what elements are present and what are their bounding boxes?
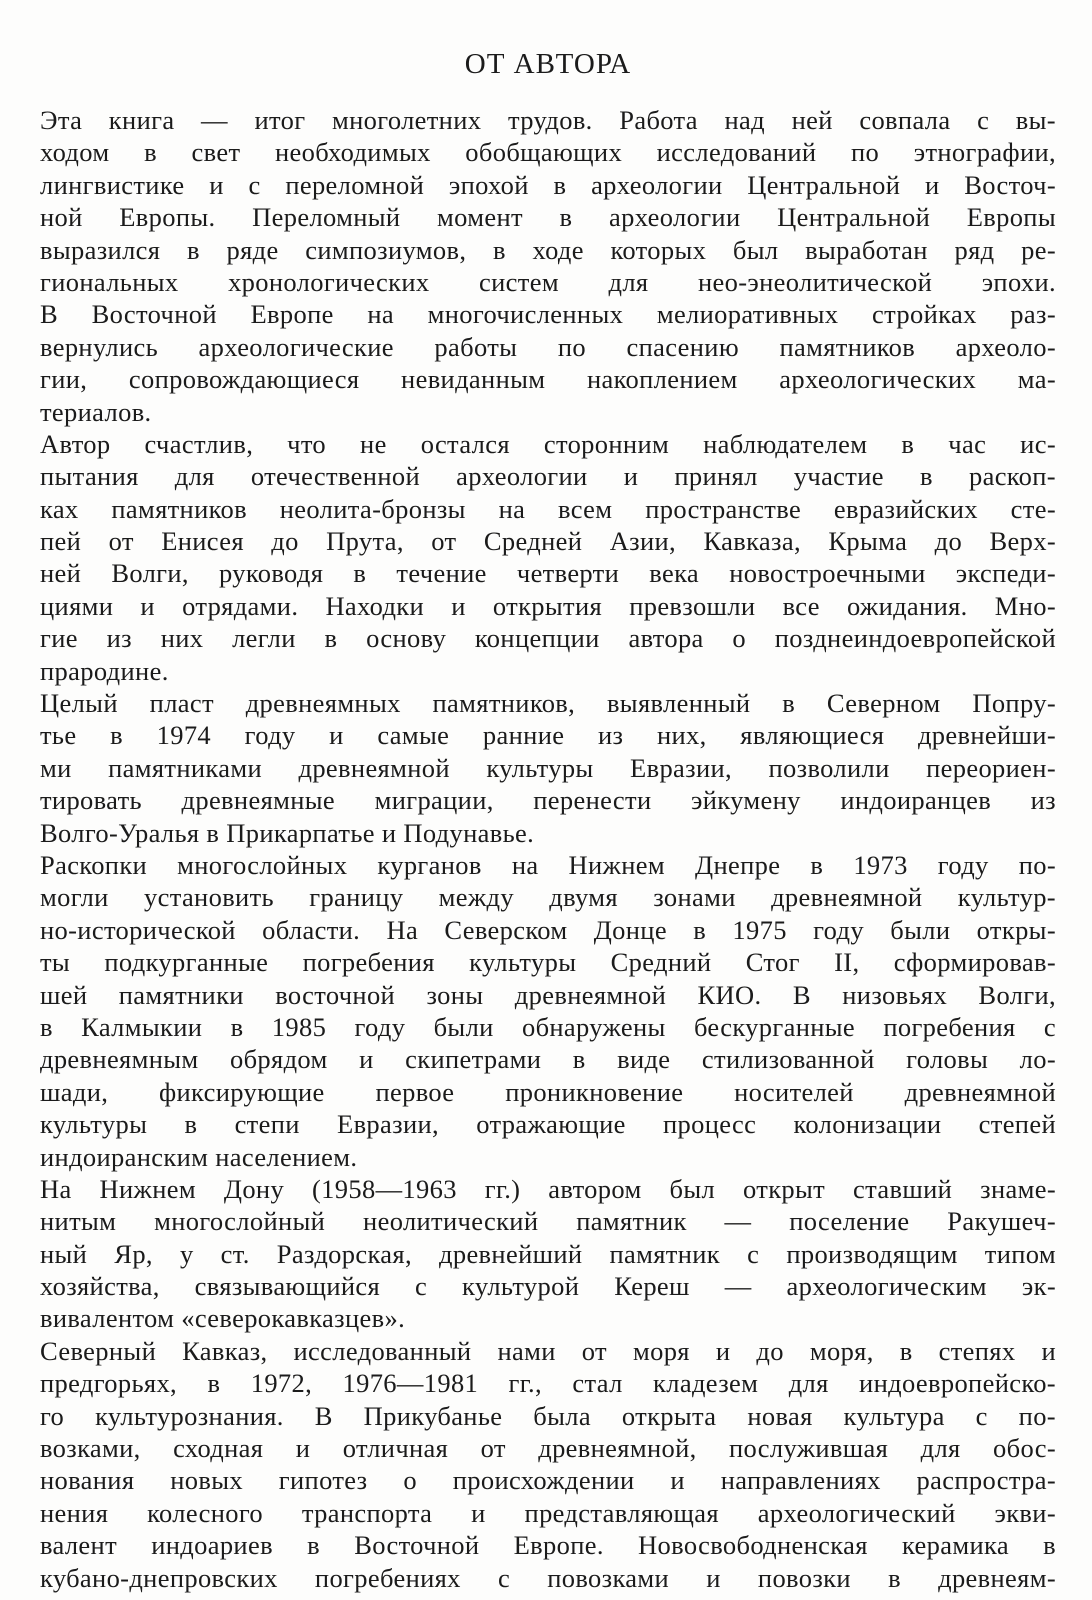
paragraph <box>40 1335 1056 1594</box>
text-line: нения колесного транспорта и представляющая археологический экви- <box>40 1497 1056 1528</box>
text-line: Автор счастлив, что не остался сторонним наблюдателем в час ис- <box>40 428 1056 459</box>
text-line: выразился в ряде симпозиумов, в ходе которых был выработан ряд ре- <box>40 234 1056 265</box>
text-line: индоиранским населением. <box>40 1141 358 1172</box>
text-line: ный Яр, у ст. Раздорская, древнейший памятник с производящим типом <box>40 1238 1056 1269</box>
text-line: культуры в степи Евразии, отражающие процесс колонизации степей <box>40 1109 1056 1140</box>
text-line: циями и отрядами. Находки и открытия превзошли все ожидания. Мно- <box>40 590 1056 621</box>
text-line: хозяйства, связывающийся с культурой Кереш — археологическим эк- <box>40 1271 1056 1302</box>
text-line: валент индоариев в Восточной Европе. Новосвободненская керамика в <box>40 1530 1056 1561</box>
text-line: В Восточной Европе на многочисленных мелиоративных стройках раз- <box>40 299 1056 330</box>
text-line: Эта книга — итог многолетних трудов. Работа над ней совпала с вы- <box>40 105 1056 135</box>
paragraph <box>40 687 1056 849</box>
text-line: Раскопки многослойных курганов на Нижнем Днепре в 1973 году по- <box>40 849 1056 880</box>
text-line: предгорьях, в 1972, 1976—1981 гг., стал кладезем для индоевропейско- <box>40 1368 1056 1399</box>
text-line: Целый пласт древнеямных памятников, выявленный в Северном Попру- <box>40 688 1056 719</box>
text-line: пей от Енисея до Прута, от Средней Азии, Кавказа, Крыма до Верх- <box>40 526 1056 557</box>
text-line: Волго-Уралья в Прикарпатье и Подунавье. <box>40 817 535 848</box>
page-title: ОТ АВТОРА <box>464 48 632 80</box>
text-line: Северный Кавказ, исследованный нами от моря и до моря, в степях и <box>40 1335 1056 1366</box>
text-line: ной Европы. Переломный момент в археологии Центральной Европы <box>40 202 1056 233</box>
text-line: но-исторической области. На Северском Донце в 1975 году были откры- <box>40 914 1056 945</box>
text-line: нитым многослойный неолитический памятник — поселение Ракушеч- <box>40 1206 1056 1237</box>
text-line: ми памятниками древнеямной культуры Евразии, позволили переориен- <box>40 752 1056 783</box>
text-line: го культурознания. В Прикубанье была открыта новая культура с по- <box>40 1400 1056 1431</box>
text-line: древнеямным обрядом и скипетрами в виде стилизованной головы ло- <box>40 1044 1056 1075</box>
text-line: кубано-днепровских погребениях с повозками и повозки в древнеям- <box>40 1562 1056 1593</box>
text-line: вернулись археологические работы по спасению памятников археоло- <box>40 331 1056 362</box>
text-line: ты подкурганные погребения культуры Средний Стог II, сформировав- <box>40 947 1056 978</box>
text-line: шей памятники восточной зоны древнеямной КИО. В низовьях Волги, <box>40 979 1056 1010</box>
text-line: ней Волги, руководя в течение четверти века новостроечными экспеди- <box>40 558 1056 589</box>
text-line: прародине. <box>40 655 169 686</box>
body-text <box>40 104 1056 1594</box>
text-line: гии, сопровождающиеся невиданным накоплением археологических ма- <box>40 364 1056 395</box>
text-line: лингвистике и с переломной эпохой в археологии Центральной и Восточ- <box>40 169 1056 200</box>
text-line: ходом в свет необходимых обобщающих исследований по этнографии, <box>40 137 1056 168</box>
text-line: ках памятников неолита-бронзы на всем пространстве евразийских сте- <box>40 493 1056 524</box>
text-line: На Нижнем Дону (1958—1963 гг.) автором был открыт ставший знаме- <box>40 1173 1056 1204</box>
text-line: шади, фиксирующие первое проникновение носителей древнеямной <box>40 1076 1056 1107</box>
paragraph <box>40 1173 1056 1335</box>
text-line: возками, сходная и отличная от древнеямной, послужившая для обос- <box>40 1433 1056 1464</box>
text-line: в Калмыкии в 1985 году были обнаружены бескурганные погребения с <box>40 1011 1056 1042</box>
paragraph <box>40 849 1056 1173</box>
text-line: гиональных хронологических систем для нео-энеолитической эпохи. <box>40 266 1056 297</box>
text-line: тье в 1974 году и самые ранние из них, являющиеся древнейши- <box>40 720 1056 751</box>
paragraph <box>40 428 1056 687</box>
text-line: териалов. <box>40 396 152 427</box>
text-line: могли установить границу между двумя зонами древнеямной культур- <box>40 882 1056 913</box>
text-line: нования новых гипотез о происхождении и направлениях распростра- <box>40 1465 1056 1496</box>
text-line: вивалентом «северокавказцев». <box>40 1303 406 1334</box>
text-line: тировать древнеямные миграции, перенести эйкумену индоиранцев из <box>40 785 1056 816</box>
paragraph <box>40 104 1056 428</box>
text-line: гие из них легли в основу концепции автора о позднеиндоевропейской <box>40 623 1056 654</box>
text-line: пытания для отечественной археологии и принял участие в раскоп- <box>40 461 1056 492</box>
